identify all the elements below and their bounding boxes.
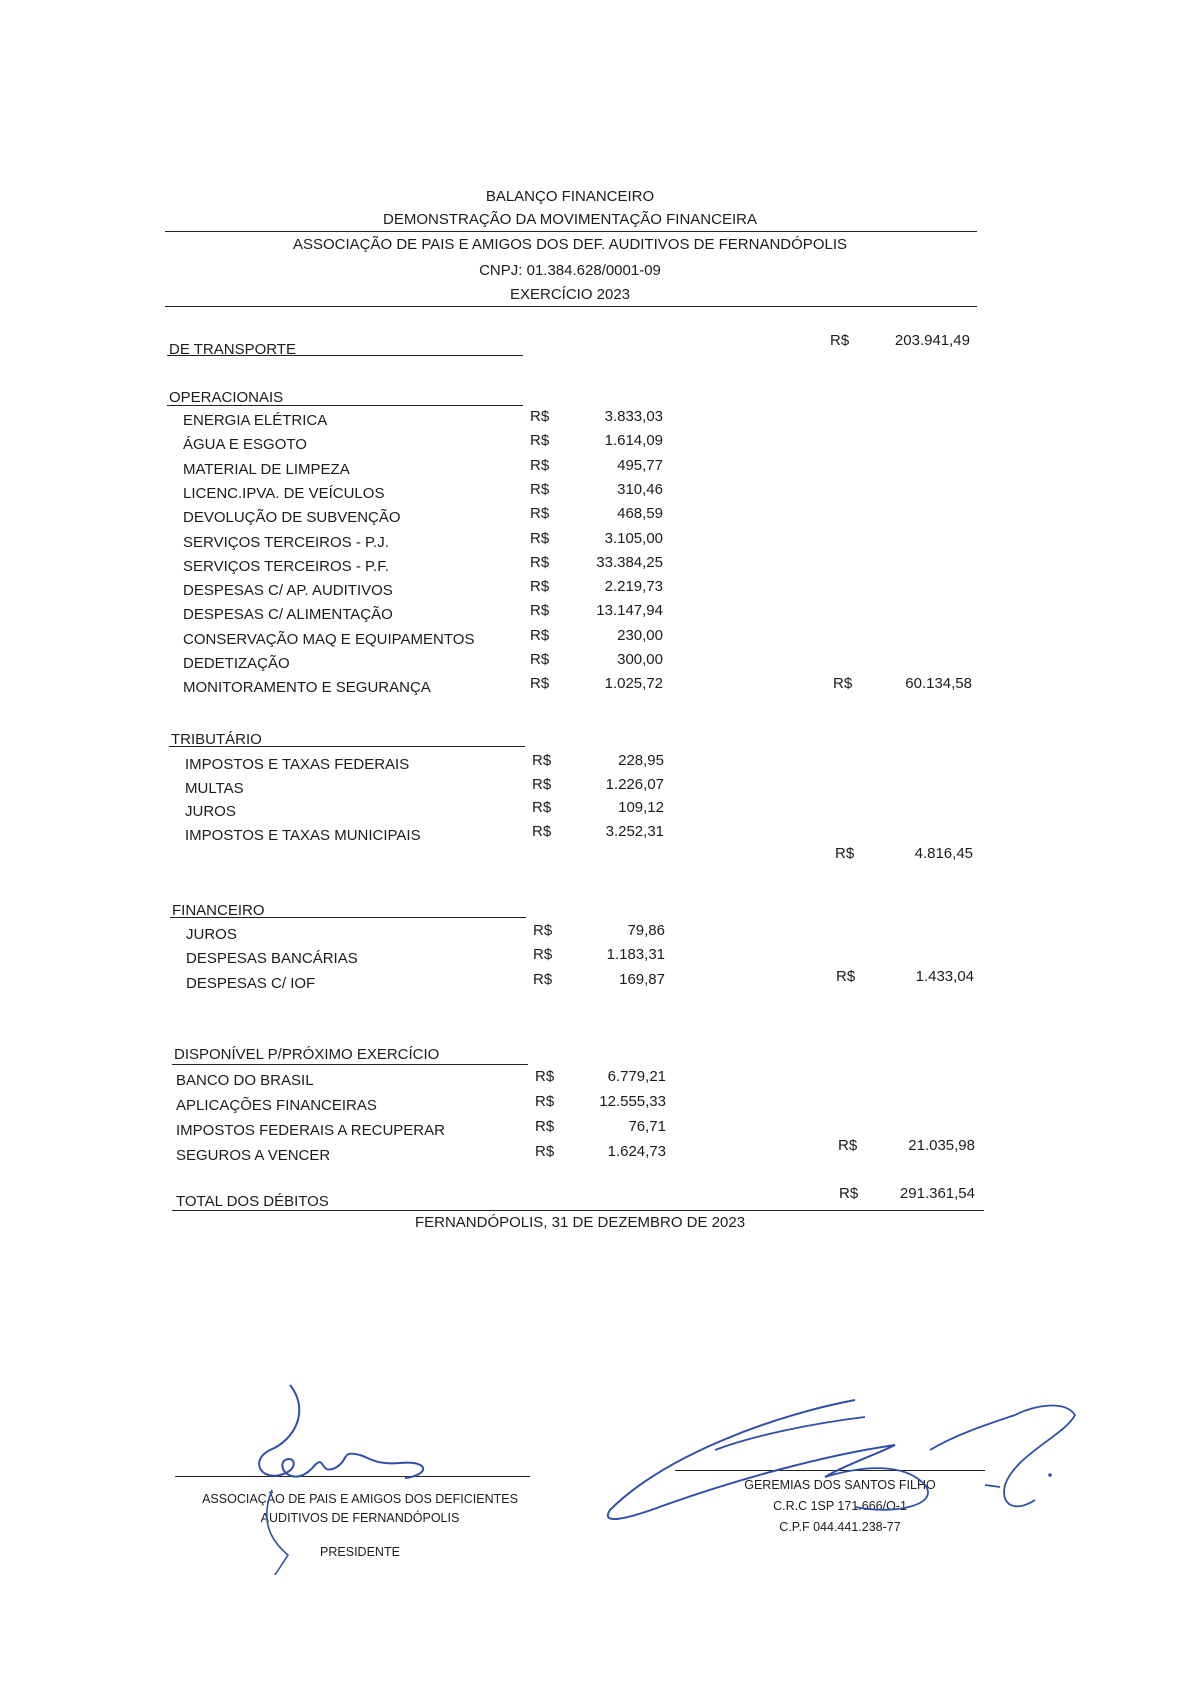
- operacionais-item-label: MATERIAL DE LIMPEZA: [183, 460, 350, 478]
- operacionais-item-label: DESPESAS C/ ALIMENTAÇÃO: [183, 606, 393, 624]
- operacionais-item-currency: R$: [530, 553, 550, 571]
- tributario-item-label: MULTAS: [185, 779, 244, 797]
- title-demonstracao: DEMONSTRAÇÃO DA MOVIMENTAÇÃO FINANCEIRA: [383, 211, 757, 228]
- operacionais-total: 60.134,58: [905, 675, 972, 692]
- section-title-financeiro: FINANCEIRO: [172, 902, 265, 919]
- operacionais-item-label: ENERGIA ELÉTRICA: [183, 412, 328, 429]
- operacionais-item-value: 468,59: [617, 505, 663, 523]
- operacionais-item-value: 2.219,73: [604, 578, 663, 596]
- financeiro-item-label: DESPESAS C/ IOF: [186, 974, 316, 992]
- disponivel-item-currency: R$: [535, 1068, 555, 1085]
- operacionais-item-currency: R$: [530, 626, 550, 644]
- disponivel-item-currency: R$: [535, 1143, 555, 1160]
- financeiro-rule: [170, 917, 526, 918]
- financeiro-item-value: 79,86: [627, 922, 665, 939]
- signature-right-cpf: C.P.F 044.441.238-77: [779, 1520, 901, 1534]
- operacionais-item-value: 310,46: [617, 480, 663, 498]
- tributario-item-label: IMPOSTOS E TAXAS MUNICIPAIS: [185, 826, 421, 844]
- title-balanco: BALANÇO FINANCEIRO: [485, 188, 655, 205]
- operacionais-item-label: CONSERVAÇÃO MAQ E EQUIPAMENTOS: [183, 630, 475, 648]
- accountant-signature: [595, 1395, 1095, 1555]
- disponivel-item-currency: R$: [535, 1093, 555, 1110]
- tributario-item-value: 109,12: [618, 799, 664, 816]
- operacionais-item-currency: R$: [530, 529, 550, 547]
- disponivel-item-currency: R$: [535, 1118, 555, 1135]
- operacionais-item-value: 1.025,72: [604, 675, 663, 693]
- operacionais-item-value: 1.614,09: [604, 432, 663, 450]
- operacionais-item-value: 33.384,25: [596, 553, 663, 571]
- section-title-tributario: TRIBUTÁRIO: [171, 731, 262, 748]
- operacionais-item-currency: R$: [530, 408, 550, 425]
- section-title-operacionais: OPERACIONAIS: [169, 389, 284, 406]
- tributario-item-value: 3.252,31: [605, 822, 664, 840]
- header-rule-1: [165, 231, 977, 232]
- disponivel-item-value: 6.779,21: [607, 1068, 666, 1085]
- operacionais-item-label: LICENC.IPVA. DE VEÍCULOS: [183, 484, 385, 502]
- operacionais-item-label: ÁGUA E ESGOTO: [183, 436, 307, 454]
- tributario-item-label: IMPOSTOS E TAXAS FEDERAIS: [185, 756, 410, 773]
- disponivel-item-value: 76,71: [628, 1118, 666, 1135]
- operacionais-item-label: MONITORAMENTO E SEGURANÇA: [183, 679, 431, 697]
- tributario-item-currency: R$: [532, 775, 552, 793]
- signature-right-name: GEREMIAS DOS SANTOS FILHO: [744, 1478, 936, 1492]
- financeiro-item-currency: R$: [533, 922, 553, 939]
- transporte-rule: [167, 355, 523, 356]
- operacionais-total-currency: R$: [833, 675, 853, 692]
- operacionais-item-label: SERVIÇOS TERCEIROS - P.J.: [183, 533, 389, 551]
- operacionais-item-label: DEDETIZAÇÃO: [183, 655, 290, 672]
- disponivel-item-value: 1.624,73: [607, 1143, 666, 1160]
- signature-left-org-2: AUDITIVOS DE FERNANDÓPOLIS: [260, 1511, 460, 1525]
- president-signature: [200, 1380, 500, 1580]
- title-associacao: ASSOCIAÇÃO DE PAIS E AMIGOS DOS DEF. AUDITIVOS DE FERNANDÓPOLIS: [292, 236, 847, 253]
- tributario-total: 4.816,45: [914, 845, 973, 862]
- disponivel-item-label: BANCO DO BRASIL: [176, 1072, 314, 1089]
- financeiro-total: 1.433,04: [915, 968, 974, 985]
- signature-right-crc: C.R.C 1SP 171.666/O-1: [773, 1499, 907, 1513]
- financeiro-total-currency: R$: [836, 968, 856, 985]
- tributario-item-value: 1.226,07: [605, 775, 664, 793]
- financeiro-item-value: 169,87: [619, 970, 665, 988]
- disponivel-item-label: SEGUROS A VENCER: [176, 1147, 331, 1164]
- title-exercicio: EXERCÍCIO 2023: [509, 286, 631, 303]
- financeiro-item-currency: R$: [533, 946, 553, 964]
- total-debitos-currency: R$: [839, 1185, 859, 1202]
- financeiro-item-label: JUROS: [186, 926, 237, 943]
- operacionais-item-currency: R$: [530, 602, 550, 620]
- operacionais-item-currency: R$: [530, 675, 550, 693]
- signature-left-org: ASSOCIAÇÃO DE PAIS E AMIGOS DOS DEFICIENTES: [202, 1492, 518, 1506]
- header-rule-2: [165, 306, 977, 307]
- disponivel-item-label: IMPOSTOS FEDERAIS A RECUPERAR: [176, 1122, 445, 1139]
- operacionais-item-currency: R$: [530, 456, 550, 474]
- signature-left-role: PRESIDENTE: [320, 1545, 400, 1559]
- disponivel-item-label: APLICAÇÕES FINANCEIRAS: [176, 1097, 377, 1114]
- operacionais-item-label: DESPESAS C/ AP. AUDITIVOS: [183, 582, 393, 600]
- financeiro-item-value: 1.183,31: [606, 946, 665, 964]
- disponivel-rule: [172, 1064, 528, 1065]
- total-rule: [172, 1210, 984, 1211]
- date-line: FERNANDÓPOLIS, 31 DE DEZEMBRO DE 2023: [414, 1214, 746, 1231]
- transporte-total: 203.941,49: [894, 332, 970, 349]
- transporte-label: DE TRANSPORTE: [169, 341, 296, 358]
- operacionais-item-value: 3.105,00: [604, 529, 663, 547]
- operacionais-item-currency: R$: [530, 651, 550, 668]
- operacionais-item-value: 300,00: [617, 651, 663, 668]
- operacionais-item-currency: R$: [530, 432, 550, 450]
- tributario-item-currency: R$: [532, 822, 552, 840]
- operacionais-item-currency: R$: [530, 505, 550, 523]
- section-title-disponivel: DISPONÍVEL P/PRÓXIMO EXERCÍCIO: [174, 1046, 440, 1063]
- disponivel-item-value: 12.555,33: [599, 1093, 666, 1110]
- total-debitos-value: 291.361,54: [899, 1185, 975, 1202]
- operacionais-item-label: DEVOLUÇÃO DE SUBVENÇÃO: [183, 509, 401, 527]
- operacionais-item-value: 3.833,03: [604, 408, 663, 425]
- tributario-item-label: JUROS: [185, 803, 236, 820]
- operacionais-item-currency: R$: [530, 578, 550, 596]
- operacionais-item-label: SERVIÇOS TERCEIROS - P.F.: [183, 557, 389, 575]
- transporte-currency: R$: [830, 332, 850, 349]
- disponivel-total: 21.035,98: [908, 1137, 975, 1154]
- financeiro-item-label: DESPESAS BANCÁRIAS: [186, 950, 358, 968]
- operacionais-rule: [167, 405, 523, 406]
- tributario-item-currency: R$: [532, 752, 552, 769]
- operacionais-item-value: 13.147,94: [596, 602, 663, 620]
- total-debitos-label: TOTAL DOS DÉBITOS: [176, 1193, 329, 1210]
- tributario-item-value: 228,95: [618, 752, 664, 769]
- operacionais-item-value: 495,77: [617, 456, 663, 474]
- disponivel-total-currency: R$: [838, 1137, 858, 1154]
- tributario-item-currency: R$: [532, 799, 552, 816]
- title-cnpj: CNPJ: 01.384.628/0001-09: [479, 262, 661, 279]
- operacionais-item-currency: R$: [530, 480, 550, 498]
- tributario-total-currency: R$: [835, 845, 855, 862]
- financeiro-item-currency: R$: [533, 970, 553, 988]
- tributario-rule: [169, 746, 525, 747]
- operacionais-item-value: 230,00: [617, 626, 663, 644]
